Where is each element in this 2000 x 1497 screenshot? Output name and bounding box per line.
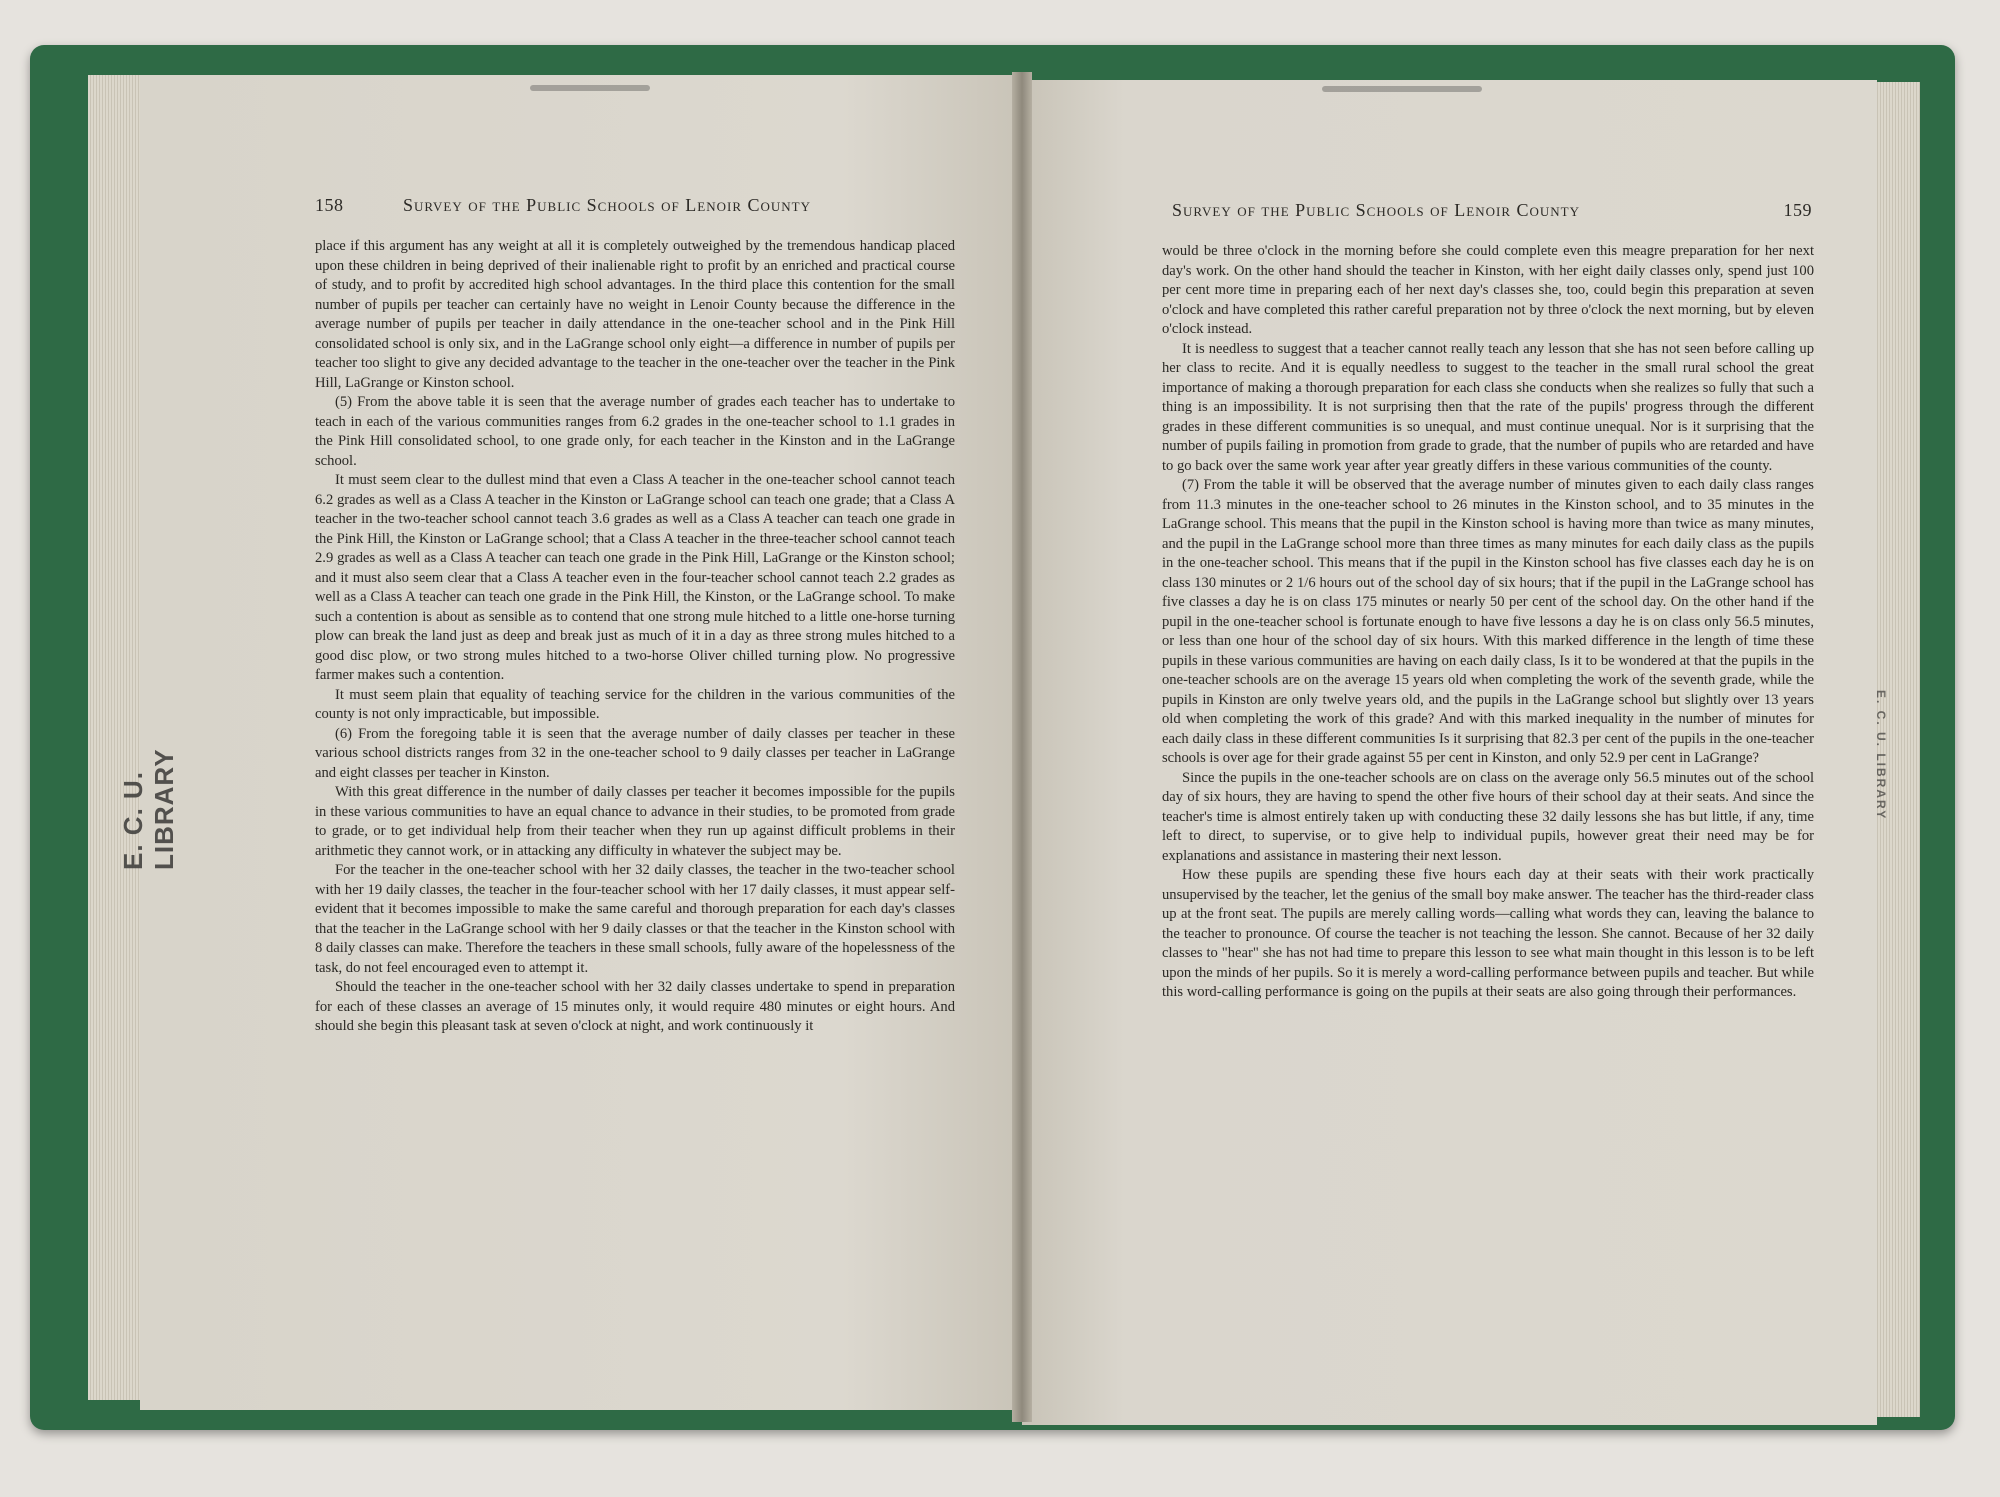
running-title: Survey of the Public Schools of Lenoir County bbox=[403, 195, 811, 215]
left-page-body bbox=[315, 237, 955, 1037]
ink-smudge bbox=[1322, 86, 1482, 92]
paragraph: Since the pupils in the one-teacher schools are on class on the average only 56.5 minutes out of the school day of six hours, they are having to spend the other five hours of their school day at their seats. And since the teacher's time is almost entirely taken up with conducting these 32 daily lessons she has but little, if any, time left to direct, to supervise, or to give help to individual pupils, however great their need may be for explanations and assistance in mastering their next lesson. bbox=[1162, 769, 1814, 864]
library-stamp-edge: E. C. U. LIBRARY bbox=[1874, 690, 1888, 821]
paragraph: It is needless to suggest that a teacher cannot really teach any lesson that she has not seen before calling up her class to recite. And it is equally needless to suggest to the teacher in the small rural school the great importance of making a thorough preparation for each class she conducts when she realizes so fully that such a thing is an impossibility. It is not surprising then that the rate of the pupils' progress through the different grades in these different communities is so unequal, and must continue unequal. Nor is it surprising that the number of pupils failing in promotion from grade to grade, that the number of pupils who are retarded and have to go back over the same work year after year greatly differs in these various communities of the county. bbox=[1162, 340, 1814, 474]
paragraph: Should the teacher in the one-teacher school with her 32 daily classes undertake to spend in preparation for each of these classes an average of 15 minutes only, it would require 480 minutes or eight hours. And should she begin this pleasant task at seven o'clock at night, and work continuously it bbox=[315, 979, 955, 1034]
paragraph: place if this argument has any weight at all it is completely outweighed by the tremendous handicap placed upon these children in being deprived of their inalienable right to profit by an enriched and practical course of study, and to profit by accredited high school advantages. In the third place this contention for the small number of pupils per teacher can certainly have no weight in Lenoir County because the difference in the average number of pupils per teacher in daily attendance in the one-teacher school and in the Pink Hill consolidated school is only six, and in the LaGrange school only eight—a difference in number of pupils per teacher too slight to give any decided advantage to the teacher in the one-teacher over the teacher in the Pink Hill, LaGrange or Kinston school. bbox=[315, 238, 955, 391]
ink-smudge bbox=[530, 85, 650, 91]
paragraph: (7) From the table it will be observed that the average number of minutes given to each daily class ranges from 11.3 minutes in the one-teacher school to 26 minutes in the Kinston school, and to 35 minutes in the LaGrange school. This means that the pupil in the Kinston school is having more than twice as many minutes, and the pupil in the LaGrange school more than three times as many minutes for each daily class as the pupils in the one-teacher school. This means that if the pupil in the Kinston school has five classes each day he is on class 130 minutes or 2 1/6 hours out of the school day of six hours; that if the pupil in the LaGrange school has five classes a day he is on class 175 minutes or nearly 50 per cent of the school day. On the other hand if the pupil in the one-teacher school is fortunate enough to have five lessons a day he is on class only 56.5 minutes, or less than one hour of the school day of six hours. With this marked difference in the length of time these pupils in these various communities are having on each daily class, Is it to be wondered at that the pupils in the one-teacher schools are on the average 15 years old when completing the work of the seventh grade, while the pupils in Kinston are only twelve years old, and the pupils in the LaGrange school but slightly over 13 years old when completing the work of this grade? And with this marked inequality in the number of minutes for each daily class in these different communities Is it surprising that 82.3 per cent of the pupils in the one-teacher schools is over age for their grade against 55 per cent in Kinston, and only 52.9 per cent in LaGrange? bbox=[1162, 477, 1814, 766]
paragraph: How these pupils are spending these five hours each day at their seats with their work practically unsupervised by the teacher, let the genius of the small boy make answer. The teacher has the third-reader class up at the front seat. The pupils are merely calling words—calling what words they can, leaving the balance to the teacher to pronounce. Of course the teacher is not teaching the lesson. She cannot. Because of her 32 daily classes to "hear" she has not had time to prepare this lesson to see what main thought in this lesson is to be left upon the minds of her pupils. So it is merely a word-calling performance between pupils and teacher. But while this word-calling performance is going on the pupils at their seats are also going through their performances. bbox=[1162, 867, 1814, 1000]
page-number: 158 bbox=[315, 195, 344, 215]
paragraph: would be three o'clock in the morning before she could complete even this meagre preparation for her next day's work. On the other hand should the teacher in Kinston, with her eight daily classes only, spend just 100 per cent more time in preparing each of her next day's classes she, too, could begin this preparation at seven o'clock and have completed this rather careful preparation not by three o'clock the next morning, but by eleven o'clock instead. bbox=[1162, 243, 1814, 337]
paragraph: (5) From the above table it is seen that the average number of grades each teacher has to undertake to teach in each of the various communities ranges from 6.2 grades in the one-teacher school to 1.1 grades in the Pink Hill consolidated school, to one grade only, for each teacher in the Kinston and in the LaGrange school. bbox=[315, 394, 955, 469]
running-title: Survey of the Public Schools of Lenoir County bbox=[1172, 200, 1580, 220]
paragraph: It must seem plain that equality of teaching service for the children in the various communities of the county is not only impracticable, but impossible. bbox=[315, 686, 955, 722]
library-stamp: E. C. U. LIBRARY bbox=[118, 748, 179, 870]
right-page-body bbox=[1162, 242, 1814, 1003]
paragraph: (6) From the foregoing table it is seen that the average number of daily classes per teacher in these various school districts ranges from 32 in the one-teacher school to 9 daily classes per teacher in LaGrange and eight classes per teacher in Kinston. bbox=[315, 725, 955, 781]
left-page bbox=[140, 75, 1018, 1410]
paragraph: For the teacher in the one-teacher school with her 32 daily classes, the teacher in the two-teacher school with her 19 daily classes, the teacher in the four-teacher school with her 17 daily classes, it must appear self-evident that it becomes impossible to make the same careful and thorough preparation for each day's classes that the teacher in the LaGrange school with her 9 daily classes or that the teacher in the Kinston school with 8 daily classes can make. Therefore the teachers in these small schools, fully aware of the hopelessness of the task, do not feel encouraged even to attempt it. bbox=[315, 862, 955, 976]
page-number: 159 bbox=[1783, 200, 1812, 220]
book-gutter bbox=[1012, 72, 1032, 1422]
paragraph: With this great difference in the number of daily classes per teacher it becomes impossible for the pupils in these various communities to have an equal chance to advance in their studies, to be promoted from grade to grade, or to get individual help from their teacher when they run up against difficult problems in their arithmetic they cannot work, or in attacking any difficulty in whatever the subject may be. bbox=[315, 784, 955, 859]
right-page bbox=[1022, 80, 1877, 1425]
paragraph: It must seem clear to the dullest mind that even a Class A teacher in the one-teacher school cannot teach 6.2 grades as well as a Class A teacher in the Kinston or LaGrange school can teach one grade; that a Class A teacher in the two-teacher school cannot teach 3.6 grades as well as a Class A teacher can teach one grade in the Pink Hill, the Kinston or LaGrange school; that a Class A teacher in the three-teacher school cannot teach 2.9 grades as well as a Class A teacher can teach one grade in the Pink Hill, LaGrange or the Kinston school; and it must also seem clear that a Class A teacher even in the four-teacher school cannot teach 2.2 grades as well as a Class A teacher can teach one grade in the Pink Hill, the Kinston, or the LaGrange school. To make such a contention is about as sensible as to contend that one strong mule hitched to a little one-horse turning plow can break the land just as deep and break just as much of it in a day as three strong mules hitched to a good disc plow, or two strong mules hitched to a two-horse Oliver chilled turning plow. No progressive farmer makes such a contention. bbox=[315, 472, 955, 683]
